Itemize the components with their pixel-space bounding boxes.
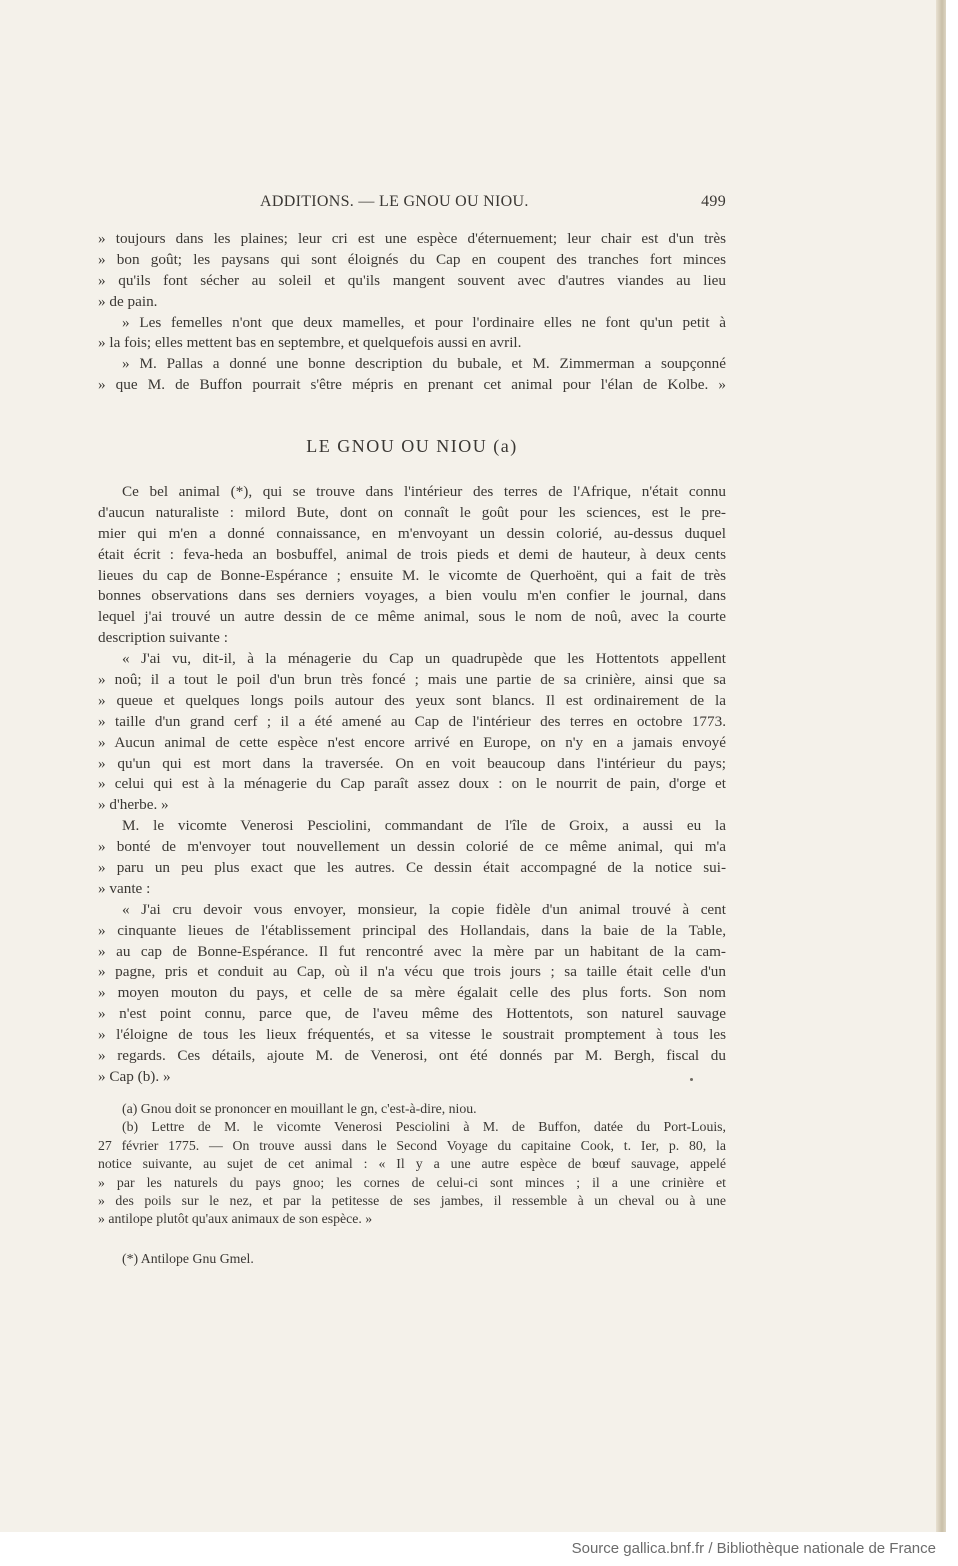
text-line: M. le vicomte Venerosi Pesciolini, commandant de l'île de Groix, a aussi eu la <box>122 817 726 835</box>
text-line: » pagne, pris et conduit au Cap, où il n'a vécu que trois jours ; sa taille était celle d'un <box>98 963 726 981</box>
text-line: » bonté de m'envoyer tout nouvellement un dessin colorié de ce même animal, qui m'a <box>98 838 726 856</box>
text-line: » queue et quelques longs poils autour des yeux sont blancs. Il est ordinairement de la <box>98 691 726 709</box>
text-line: » au cap de Bonne-Espérance. Il fut rencontré avec la mère par un habitant de la cam- <box>98 942 726 960</box>
text-line: » d'herbe. » <box>98 796 169 814</box>
page-number: 499 <box>701 193 726 210</box>
text-line: » Les femelles n'ont que deux mamelles, et pour l'ordinaire elles ne font qu'un petit à <box>122 313 726 331</box>
text-line: » moyen mouton du pays, et celle de sa mère égalait celle des plus forts. Son nom <box>98 984 726 1002</box>
footnotes <box>98 1100 726 1229</box>
footnote-b: (b) Lettre de M. le vicomte Venerosi Pesciolini à M. de Buffon, datée du Port-Louis, <box>122 1119 726 1135</box>
text-line: » Aucun animal de cette espèce n'est encore arrivé en Europe, on n'y en a jamais envoyé <box>98 733 726 751</box>
star-note <box>98 1250 726 1268</box>
text-line: » toujours dans les plaines; leur cri est une espèce d'éternuement; leur chair est d'un très <box>98 230 726 247</box>
text-line: » qu'un qui est mort dans la traversée. On en voit beaucoup dans l'intérieur du pays; <box>98 754 726 772</box>
text-line: » la fois; elles mettent bas en septembre, et quelquefois aussi en avril. <box>98 334 522 352</box>
footnote-line: notice suivante, au sujet de cet animal : « Il y a une autre espèce de bœuf sauvage, appelé <box>98 1156 726 1172</box>
scan-speck <box>690 1078 693 1081</box>
body-text <box>98 482 726 1088</box>
text-line: était écrit : feva-heda an bosbuffel, animal de trois pieds et demi de hauteur, à deux cents <box>98 545 726 563</box>
text-line: description suivante : <box>98 629 228 647</box>
footnote-line: » des poils sur le nez, et par la petitesse de ses jambes, il ressemble à un cheval ou à une <box>98 1192 726 1208</box>
text-line: « J'ai cru devoir vous envoyer, monsieur, la copie fidèle d'un animal trouvé à cent <box>122 900 726 918</box>
text-line: bonnes observations dans ses derniers voyages, a bien voulu m'en confier le journal, dans <box>98 587 726 605</box>
running-title: ADDITIONS. — LE GNOU OU NIOU. <box>260 193 529 210</box>
text-line: » M. Pallas a donné une bonne description du bubale, et M. Zimmerman a soupçonné <box>122 355 726 373</box>
footnote-line: 27 février 1775. — On trouve aussi dans le Second Voyage du capitaine Cook, t. Ier, p. 80, la <box>98 1137 726 1153</box>
text-line: » regards. Ces détails, ajoute M. de Venerosi, ont été donnés par M. Bergh, fiscal du <box>98 1047 726 1065</box>
text-line: mier qui m'en a donné connaissance, en m'envoyant un dessin colorié, au-dessus duquel <box>98 524 726 542</box>
text-line: » que M. de Buffon pourrait s'être mépris en prenant cet animal pour l'élan de Kolbe. » <box>98 376 726 394</box>
text-line: » Cap (b). » <box>98 1067 171 1085</box>
text-line: » noû; il a tout le poil d'un brun très foncé ; mais une partie de sa crinière, ainsi que sa <box>98 671 726 689</box>
continuation-text <box>98 229 726 396</box>
text-line: lieues du cap de Bonne-Espérance ; ensuite M. le vicomte de Querhoënt, qui a fait de très <box>98 566 726 584</box>
text-line: Ce bel animal (*), qui se trouve dans l'intérieur des terres de l'Afrique, n'était connu <box>122 483 726 500</box>
star-note-text: (*) Antilope Gnu Gmel. <box>122 1251 254 1266</box>
footnote-a: (a) Gnou doit se prononcer en mouillant le gn, c'est-à-dire, niou. <box>122 1101 477 1116</box>
text-line: » taille d'un grand cerf ; il a été amené au Cap de l'intérieur des terres en octobre 1773. <box>98 712 726 730</box>
text-line: » n'est point connu, parce que, de l'aveu même des Hottentots, son naturel sauvage <box>98 1005 726 1023</box>
text-line: » de pain. <box>98 292 158 310</box>
footnote-line: » antilope plutôt qu'aux animaux de son espèce. » <box>98 1211 373 1227</box>
text-line: lequel j'ai trouvé un autre dessin de ce même animal, sous le nom de noû, avec la courte <box>98 608 726 626</box>
text-line: » qu'ils font sécher au soleil et qu'ils mangent souvent avec d'autres viandes au lieu <box>98 271 726 289</box>
text-line: » celui qui est à la ménagerie du Cap paraît assez doux : on le nourrit de pain, d'orge et <box>98 775 726 793</box>
source-credit: Source gallica.bnf.fr / Bibliothèque nationale de France <box>571 1540 936 1557</box>
text-line: » cinquante lieues de l'établissement principal des Hollandais, dans la baie de la Table, <box>98 921 726 939</box>
section-title: LE GNOU OU NIOU (a) <box>306 436 518 456</box>
text-line: » bon goût; les paysans qui sont éloignés du Cap en coupent des tranches fort minces <box>98 250 726 268</box>
source-footer <box>0 1532 958 1566</box>
text-line: » paru un peu plus exact que les autres. Ce dessin était accompagné de la notice sui- <box>98 859 726 877</box>
text-line: « J'ai vu, dit-il, à la ménagerie du Cap un quadrupède que les Hottentots appellent <box>122 650 726 668</box>
running-header <box>98 192 726 216</box>
page-edge <box>936 0 946 1532</box>
text-line: d'aucun naturaliste : milord Bute, dont on connaît le goût pour les sciences, est le pre- <box>98 503 726 521</box>
text-line: » l'éloigne de tous les lieux fréquentés, et sa vitesse le soustrait promptement à tous les <box>98 1026 726 1044</box>
footnote-line: » par les naturels du pays gnoo; les cornes de celui-ci sont minces ; il a une crinière et <box>98 1174 726 1190</box>
text-line: » vante : <box>98 879 151 897</box>
